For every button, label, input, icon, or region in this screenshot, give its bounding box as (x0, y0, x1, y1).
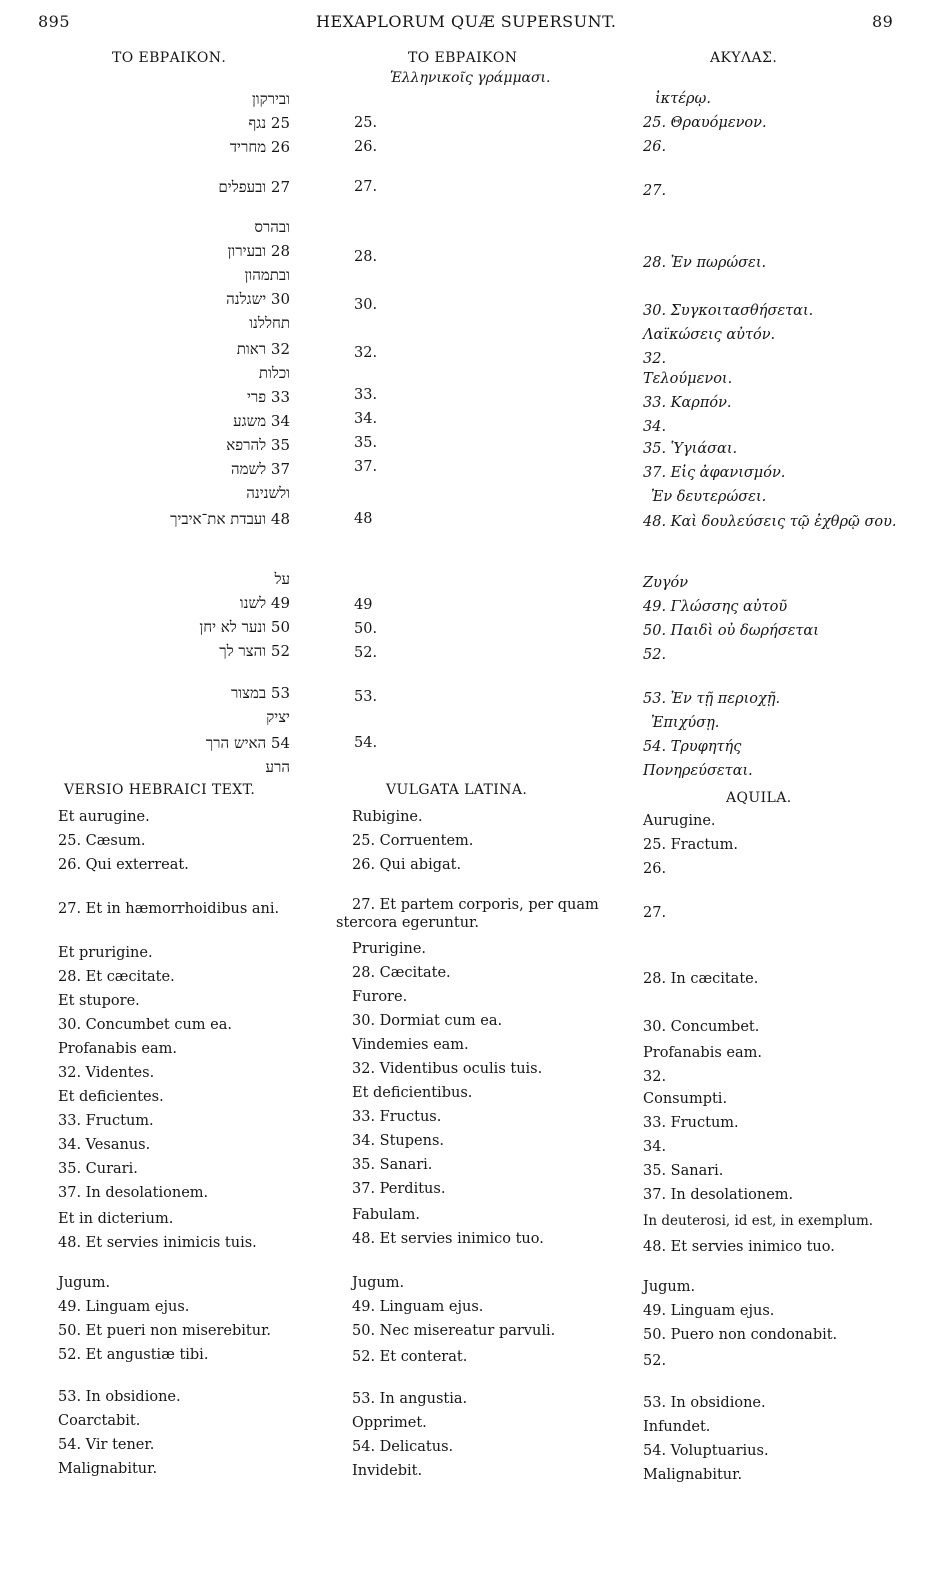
hebrew-line: 34 משגע (233, 412, 290, 430)
versio-line: Et stupore. (58, 993, 140, 1009)
vulgata-line: 26. Qui abigat. (352, 857, 462, 873)
vulgata-line: Furore. (352, 989, 408, 1005)
translit-line: 25. (354, 115, 378, 131)
aquila-latin-line: Aurugine. (643, 813, 716, 829)
versio-line: Malignabitur. (58, 1461, 158, 1477)
aquila-latin-line: In deuterosi, id est, in exemplum. (643, 1213, 874, 1229)
vulgata-line: 33. Fructus. (352, 1109, 442, 1125)
aquila-greek-line: Ζυγόν (643, 575, 689, 591)
aquila-latin-line: 26. (643, 861, 667, 877)
aquila-greek-line: Λαϊκώσεις αὐτόν. (643, 327, 776, 343)
vulgata-line: 34. Stupens. (352, 1133, 445, 1149)
hebrew-line: ולשנינה (246, 484, 290, 502)
hebrew-line: הרע (265, 758, 290, 776)
aquila-latin-line: 52. (643, 1353, 667, 1369)
hebrew-line: 54 האיש הרך (205, 734, 290, 752)
versio-line: Jugum. (58, 1275, 111, 1291)
versio-line: 50. Et pueri non miserebitur. (58, 1323, 272, 1339)
translit-line: 52. (354, 645, 378, 661)
translit-line: 28. (354, 249, 378, 265)
aquila-greek-line: 33. Καρπόν. (643, 395, 732, 411)
vulgata-line: Vindemies eam. (352, 1037, 469, 1053)
vulgata-line: Opprimet. (352, 1415, 427, 1431)
aquila-greek-line: 25. Θραυόμενον. (643, 115, 767, 131)
aquila-latin-line: 48. Et servies inimico tuo. (643, 1239, 835, 1255)
aquila-latin-line: 32. (643, 1069, 667, 1085)
vulgata-line: 48. Et servies inimico tuo. (352, 1231, 544, 1247)
versio-line: Et prurigine. (58, 945, 153, 961)
vulgata-line: 50. Nec misereatur parvuli. (352, 1323, 556, 1339)
versio-line: 49. Linguam ejus. (58, 1299, 190, 1315)
aquila-latin-line: 30. Concumbet. (643, 1019, 760, 1035)
hebrew-line: 27 ובעפלים (218, 178, 290, 196)
vulgata-line: Rubigine. (352, 809, 423, 825)
page-number-right: 89 (872, 12, 894, 31)
aquila-latin-line: 54. Voluptuarius. (643, 1443, 769, 1459)
versio-line: 32. Videntes. (58, 1065, 155, 1081)
column-heading-aquila-greek: ΑΚΥΛΑΣ. (710, 50, 778, 66)
aquila-latin-line: 33. Fructum. (643, 1115, 739, 1131)
vulgata-line: 32. Videntibus oculis tuis. (352, 1061, 543, 1077)
hebrew-line: וכלות (258, 364, 290, 382)
vulgata-line: 37. Perditus. (352, 1181, 446, 1197)
vulgata-line: 53. In angustia. (352, 1391, 468, 1407)
column-heading-vulgata: VULGATA LATINA. (386, 782, 528, 798)
hebrew-line: 53 במצור (230, 684, 290, 702)
hebrew-line: ובירקון (251, 90, 290, 108)
aquila-latin-line: 27. (643, 905, 667, 921)
aquila-greek-line: 27. (643, 183, 667, 199)
aquila-greek-line: 49. Γλώσσης αὐτοῦ (643, 599, 788, 615)
aquila-greek-line: 53. Ἐν τῇ περιοχῇ. (643, 691, 781, 707)
aquila-greek-line: ἰκτέρῳ. (655, 91, 711, 107)
versio-line: Et deficientes. (58, 1089, 164, 1105)
hebrew-line: 32 ראות (236, 340, 290, 358)
vulgata-line: Invidebit. (352, 1463, 423, 1479)
versio-line: 35. Curari. (58, 1161, 138, 1177)
translit-line: 30. (354, 297, 378, 313)
hebrew-line: תחללנו (249, 314, 290, 332)
versio-line: 52. Et angustiæ tibi. (58, 1347, 209, 1363)
aquila-latin-line: 28. In cæcitate. (643, 971, 759, 987)
translit-line: 32. (354, 345, 378, 361)
aquila-greek-line: Πονηρεύσεται. (643, 763, 753, 779)
aquila-greek-line: 48. Καὶ δουλεύσεις τῷ ἐχθρῷ σου. (643, 514, 897, 530)
column-heading-versio: VERSIO HEBRAICI TEXT. (64, 782, 256, 798)
aquila-latin-line: Jugum. (643, 1279, 696, 1295)
versio-line: 37. In desolationem. (58, 1185, 209, 1201)
versio-line: 28. Et cæcitate. (58, 969, 175, 985)
aquila-latin-line: 25. Fractum. (643, 837, 738, 853)
aquila-greek-line: 37. Εἰς ἀφανισμόν. (643, 465, 786, 481)
vulgata-line: 27. Et partem corporis, per quam stercora egeruntur. (336, 897, 599, 931)
translit-line: 50. (354, 621, 378, 637)
translit-line: 27. (354, 179, 378, 195)
versio-line: 27. Et in hæmorrhoidibus ani. (58, 901, 280, 917)
vulgata-line: 35. Sanari. (352, 1157, 433, 1173)
versio-line: 48. Et servies inimicis tuis. (58, 1235, 257, 1251)
vulgata-line: 30. Dormiat cum ea. (352, 1013, 503, 1029)
vulgata-line: Fabulam. (352, 1207, 420, 1223)
running-title: HEXAPLORUM QUÆ SUPERSUNT. (316, 12, 617, 31)
hebrew-line: 48 ועבדת את־איביך (170, 510, 290, 528)
aquila-latin-line: 34. (643, 1139, 667, 1155)
aquila-greek-line: 35. Ὑγιάσαι. (643, 441, 738, 457)
hebrew-line: ובתמהון (244, 266, 290, 284)
aquila-greek-line: Ἐν δευτερώσει. (651, 489, 767, 505)
translit-line: 33. (354, 387, 378, 403)
vulgata-line: 52. Et conterat. (352, 1349, 468, 1365)
hebrew-line: יציק (266, 708, 290, 726)
translit-line: 48 (354, 511, 373, 527)
aquila-greek-line: 26. (643, 139, 667, 155)
hebrew-line: 50 ונער לא יחן (199, 618, 290, 636)
aquila-latin-line: 53. In obsidione. (643, 1395, 766, 1411)
translit-line: 37. (354, 459, 378, 475)
hebrew-line: 35 להרפא (226, 436, 290, 454)
aquila-latin-line: 37. In desolationem. (643, 1187, 794, 1203)
versio-line: 54. Vir tener. (58, 1437, 155, 1453)
aquila-latin-line: 35. Sanari. (643, 1163, 724, 1179)
translit-line: 26. (354, 139, 378, 155)
aquila-latin-line: 49. Linguam ejus. (643, 1303, 775, 1319)
aquila-greek-line: 34. (643, 419, 667, 435)
vulgata-line: 28. Cæcitate. (352, 965, 451, 981)
column-heading-hebrew: ΤΟ ΕΒΡΑΙΚΟΝ. (112, 50, 227, 66)
versio-line: Coarctabit. (58, 1413, 141, 1429)
column-heading-hebrew-greek: ΤΟ ΕΒΡΑΙΚΟΝ (408, 50, 518, 66)
versio-line: 30. Concumbet cum ea. (58, 1017, 232, 1033)
aquila-greek-line: Ἐπιχύσῃ. (651, 715, 720, 731)
aquila-latin-line: 50. Puero non condonabit. (643, 1327, 838, 1343)
hebrew-line: על (274, 570, 290, 588)
hebrew-line: 49 לשנו (239, 594, 290, 612)
aquila-latin-line: Infundet. (643, 1419, 711, 1435)
versio-line: Et in dicterium. (58, 1211, 174, 1227)
vulgata-line: Et deficientibus. (352, 1085, 473, 1101)
vulgata-line: Jugum. (352, 1275, 405, 1291)
page-number-left: 895 (38, 12, 71, 31)
hebrew-line: ובהרס (254, 218, 290, 236)
hebrew-line: 37 לשמה (230, 460, 290, 478)
translit-line: 53. (354, 689, 378, 705)
hebrew-line: 33 פרי (246, 388, 290, 406)
translit-line: 54. (354, 735, 378, 751)
versio-line: Profanabis eam. (58, 1041, 177, 1057)
column-subheading-greek-letters: Ἑλληνικοῖς γράμμασι. (390, 70, 551, 86)
aquila-greek-line: 28. Ἐν πωρώσει. (643, 255, 767, 271)
versio-line: 26. Qui exterreat. (58, 857, 189, 873)
versio-line: 33. Fructum. (58, 1113, 154, 1129)
aquila-greek-line: Τελούμενοι. (643, 371, 733, 387)
vulgata-line: 25. Corruentem. (352, 833, 474, 849)
aquila-latin-line: Malignabitur. (643, 1467, 743, 1483)
aquila-greek-line: 32. (643, 351, 667, 367)
aquila-latin-line: Consumpti. (643, 1091, 728, 1107)
column-heading-aquila-latin: AQUILA. (726, 790, 792, 806)
versio-line: Et aurugine. (58, 809, 150, 825)
translit-line: 35. (354, 435, 378, 451)
hebrew-line: 30 ישגלנה (226, 290, 290, 308)
hebrew-line: 28 ובעירון (227, 242, 290, 260)
translit-line: 49 (354, 597, 373, 613)
translit-line: 34. (354, 411, 378, 427)
hebrew-line: 25 נגף (248, 114, 290, 132)
versio-line: 53. In obsidione. (58, 1389, 181, 1405)
aquila-greek-line: 50. Παιδὶ οὐ δωρήσεται (643, 623, 819, 639)
aquila-greek-line: 52. (643, 647, 667, 663)
aquila-latin-line: Profanabis eam. (643, 1045, 762, 1061)
aquila-greek-line: 54. Τρυφητής (643, 739, 742, 755)
vulgata-line: 54. Delicatus. (352, 1439, 454, 1455)
versio-line: 34. Vesanus. (58, 1137, 151, 1153)
hebrew-line: 52 והצר לך (219, 642, 290, 660)
vulgata-line: 49. Linguam ejus. (352, 1299, 484, 1315)
versio-line: 25. Cæsum. (58, 833, 146, 849)
aquila-greek-line: 30. Συγκοιτασθήσεται. (643, 303, 814, 319)
hebrew-line: 26 מחריד (229, 138, 290, 156)
vulgata-line: Prurigine. (352, 941, 427, 957)
